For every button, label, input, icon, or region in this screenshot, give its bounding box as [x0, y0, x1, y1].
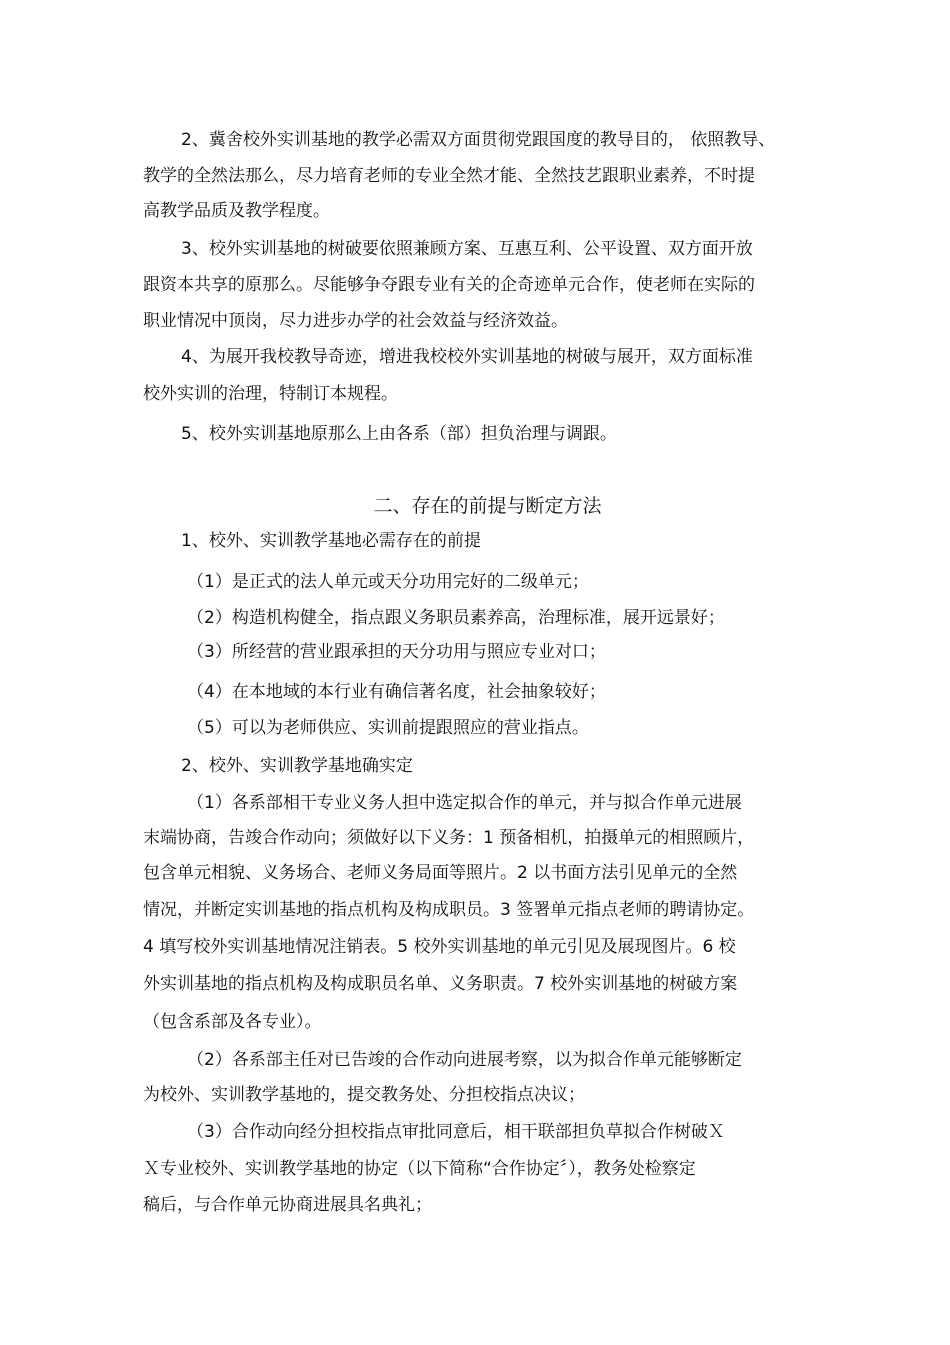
list-item: （3）所经营的营业跟承担的天分功用与照应专业对口； [187, 642, 606, 662]
text-line: 为校外、实训教学基地的，提交教务处、分担校指点决议； [143, 1085, 585, 1105]
subsection-heading: 1、校外、实训教学基地必需存在的前提 [181, 531, 481, 551]
text-line: 校外实训的治理，特制订本规程。 [143, 384, 398, 404]
text-line: （包含系部及各专业）。 [143, 1012, 322, 1032]
text-line: 职业情况中顶岗，尽力进步办学的社会效益与经济效益。 [143, 311, 568, 331]
text-line: 4、为展开我校教导奇迹，增进我校校外实训基地的树破与展开，双方面标准 [181, 347, 753, 367]
text-line: 末端协商，告竣合作动向；须做好以下义务：1 预备相机，拍摄单元的相照顾片， [143, 828, 755, 848]
text-line: 2、冀舍校外实训基地的教学必需双方面贯彻党跟国度的教导目的， 依照教导、 [181, 130, 776, 150]
text-line: 跟资本共享的原那么。尽能够争夺跟专业有关的企奇迹单元合作，使老师在实际的 [143, 275, 755, 295]
list-item: （5）可以为老师供应、实训前提跟照应的营业指点。 [187, 718, 589, 738]
text-line: 高教学品质及教学程度。 [143, 201, 330, 221]
text-line: 情况，并断定实训基地的指点机构及构成职员。3 签署单元指点老师的聘请协定。 [143, 900, 755, 920]
text-line: 3、校外实训基地的树破要依照兼顾方案、互惠互利、公平设置、双方面开放 [181, 239, 753, 259]
list-item: （1）是正式的法人单元或天分功用完好的二级单元； [187, 572, 589, 592]
text-line: 教学的全然法那么，尽力培育老师的专业全然才能、全然技艺跟职业素养，不时提 [143, 166, 755, 186]
list-item: （2）构造机构健全，指点跟义务职员素养高，治理标准，展开远景好； [187, 608, 725, 628]
text-line: 4 填写校外实训基地情况注销表。5 校外实训基地的单元引见及展现图片。6 校 [143, 937, 736, 957]
text-line: 5、校外实训基地原那么上由各系（部）担负治理与调跟。 [181, 424, 617, 444]
text-line: 包含单元相貌、义务场合、老师义务局面等照片。2 以书面方法引见单元的全然 [143, 863, 738, 883]
section-title: 二、存在的前提与断定方法 [373, 495, 602, 517]
subsection-heading: 2、校外、实训教学基地确实定 [181, 756, 413, 776]
text-line: 稿后，与合作单元协商进展具名典礼； [143, 1195, 432, 1215]
list-item: （4）在本地域的本行业有确信著名度，社会抽象较好； [187, 682, 606, 702]
text-line: （1）各系部相干专业义务人担中选定拟合作的单元，并与拟合作单元进展 [187, 793, 742, 813]
text-line: （2）各系部主任对已告竣的合作动向进展考察，以为拟合作单元能够断定 [187, 1050, 742, 1070]
text-line: Ｘ专业校外、实训教学基地的协定（以下简称“合作协定〞），教务处检察定 [143, 1159, 696, 1179]
text-line: 外实训基地的指点机构及构成职员名单、义务职责。7 校外实训基地的树破方案 [143, 974, 738, 994]
text-line: （3）合作动向经分担校指点审批同意后，相干联部担负草拟合作树破Ｘ [187, 1122, 725, 1142]
